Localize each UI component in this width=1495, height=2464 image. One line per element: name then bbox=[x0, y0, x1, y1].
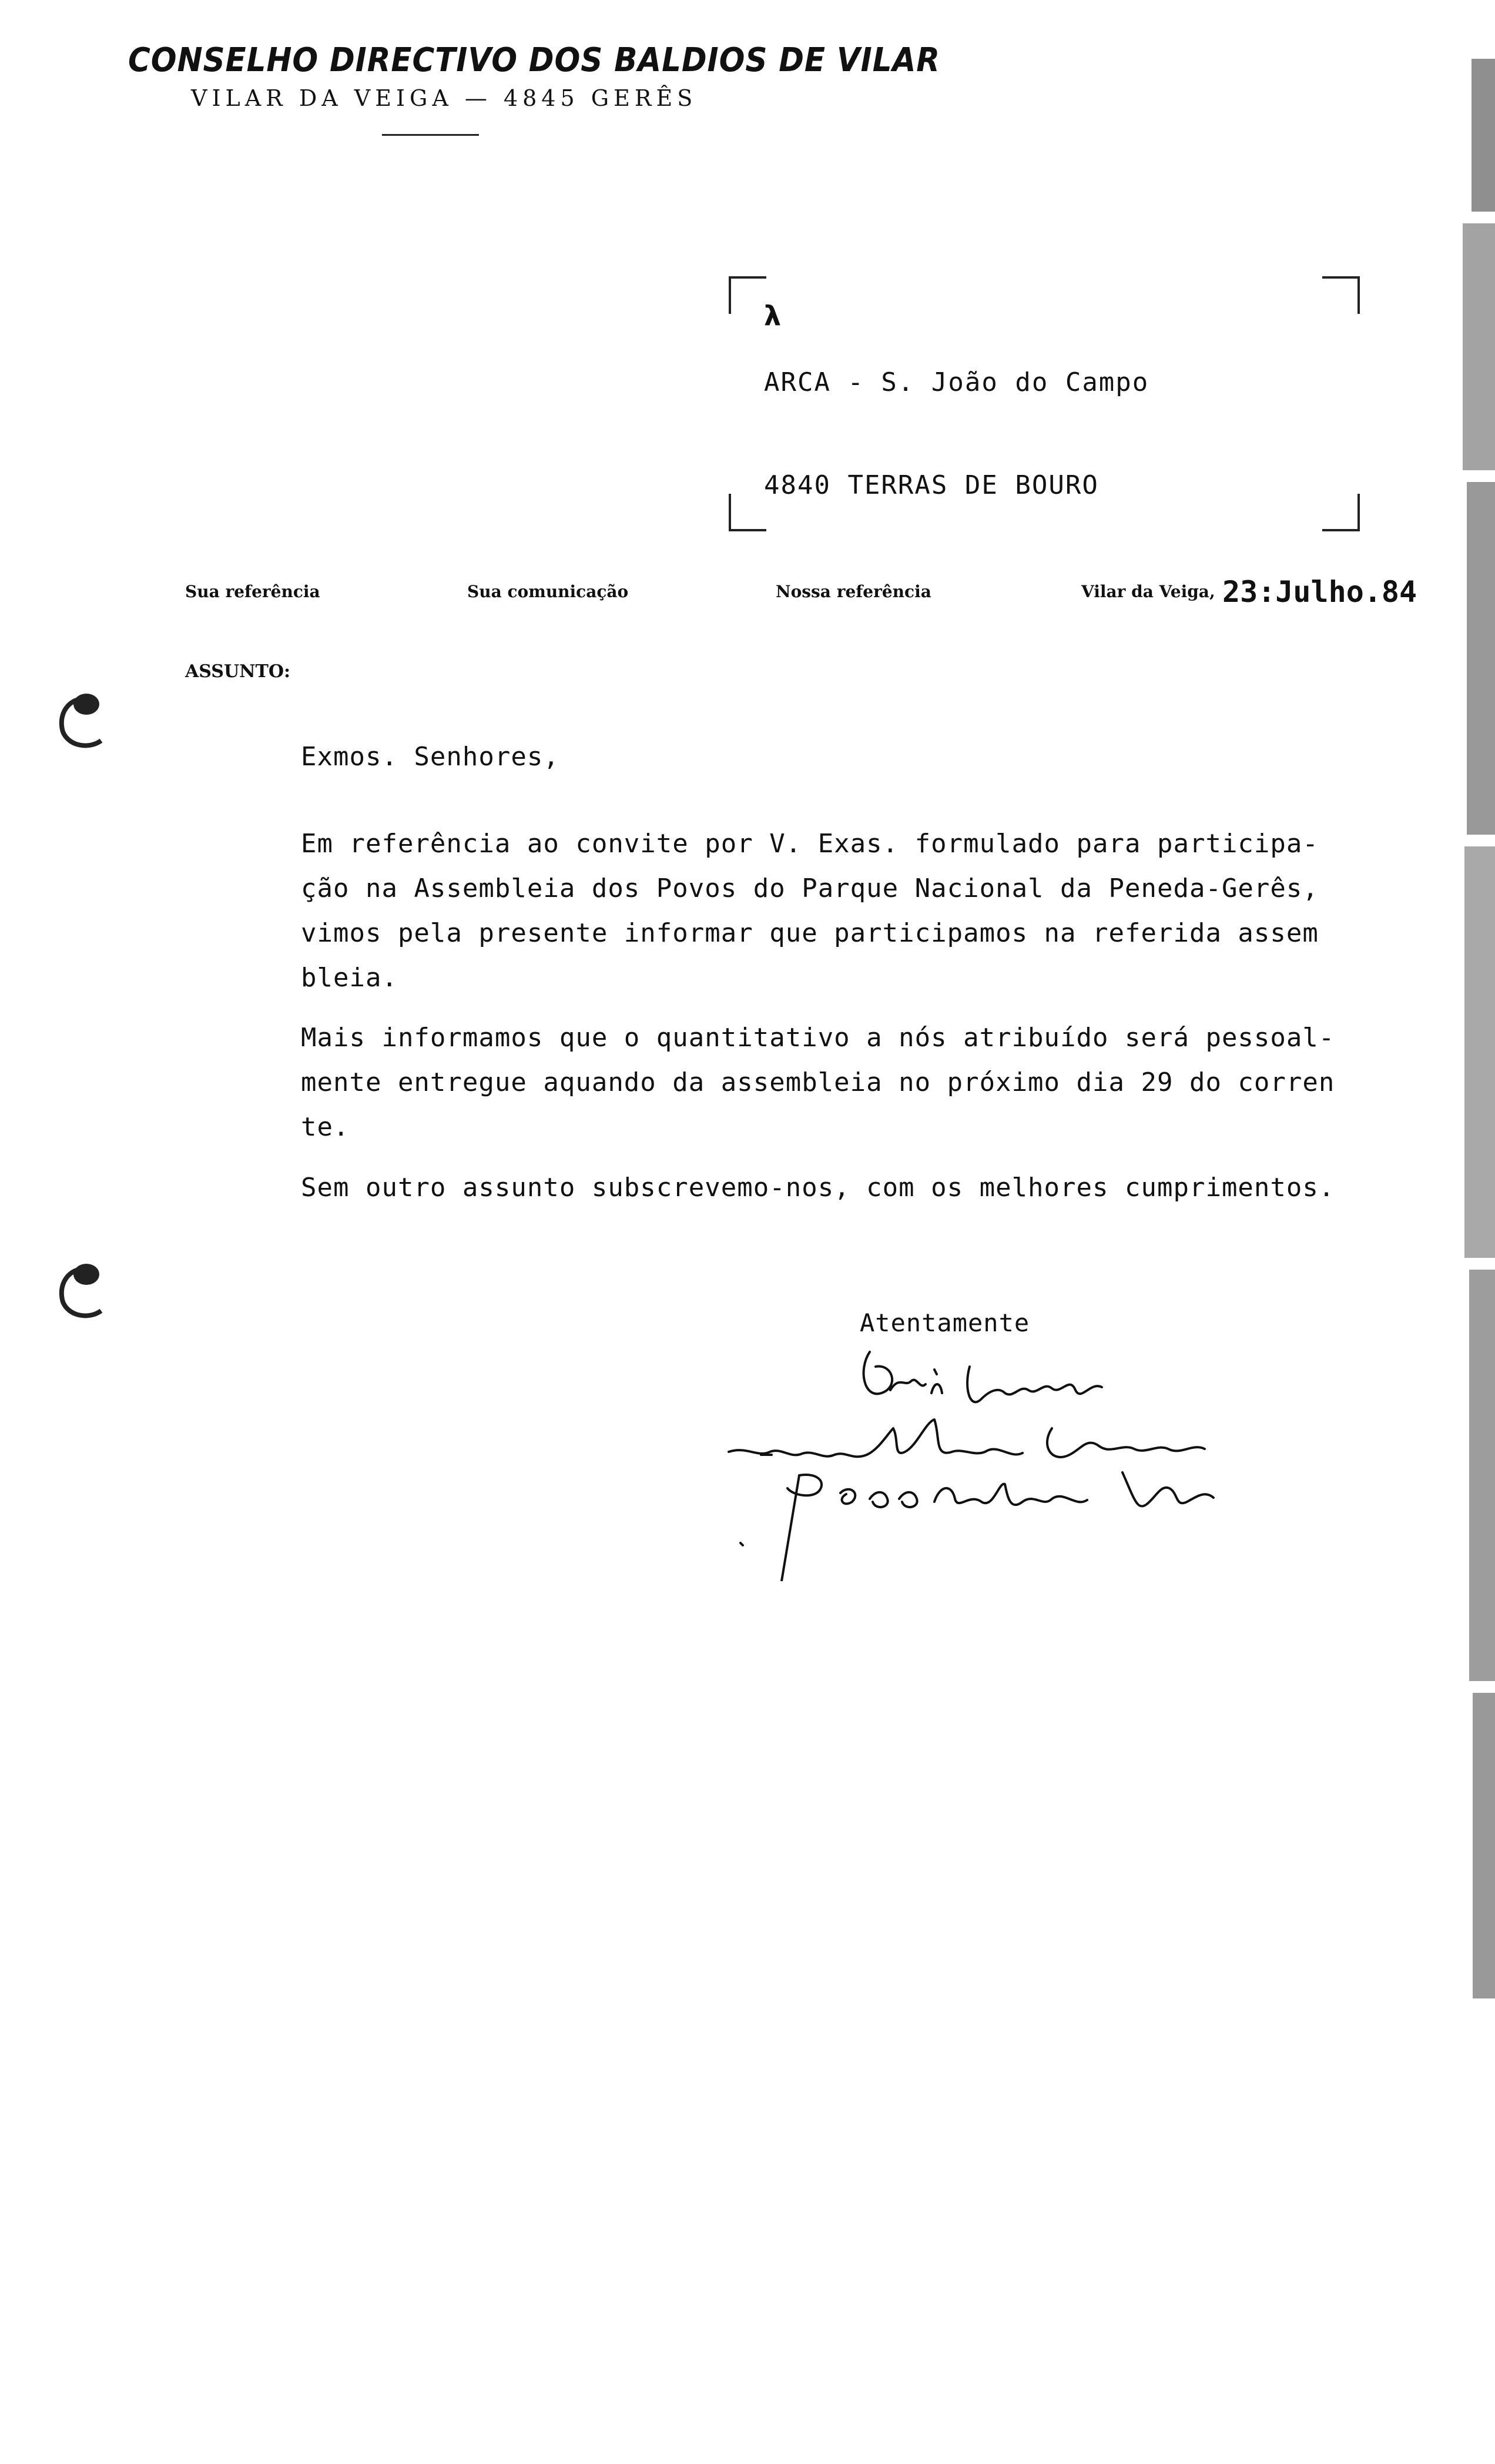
recipient-mark: λ bbox=[764, 300, 782, 332]
body-line: bleia. bbox=[301, 963, 398, 993]
label-nossa-referencia: Nossa referência bbox=[776, 582, 931, 601]
letter-date: 23:Julho.84 bbox=[1222, 575, 1417, 609]
punch-hole-mark bbox=[54, 688, 107, 752]
letterhead-divider bbox=[382, 134, 479, 136]
body-line: ção na Assembleia dos Povos do Parque Nacional da Peneda-Gerês, bbox=[301, 873, 1319, 903]
body-line: Em referência ao convite por V. Exas. formulado para participa- bbox=[301, 829, 1319, 859]
punch-hole-mark bbox=[54, 1258, 107, 1323]
address-window-corner-bottom-right bbox=[1322, 494, 1360, 531]
scan-edge-noise bbox=[1430, 0, 1495, 2010]
label-assunto: ASSUNTO: bbox=[185, 661, 291, 682]
handwritten-signatures bbox=[723, 1334, 1416, 1581]
body-line: mente entregue aquando da assembleia no próximo dia 29 do corren bbox=[301, 1067, 1335, 1097]
address-window-corner-bottom-left bbox=[729, 494, 766, 531]
salutation: Exmos. Senhores, bbox=[301, 742, 559, 772]
letterhead-org-name: CONSELHO DIRECTIVO DOS BALDIOS DE VILAR bbox=[128, 41, 940, 79]
body-line: Mais informamos que o quantitativo a nós atribuído será pessoal- bbox=[301, 1023, 1335, 1053]
body-line: vimos pela presente informar que participamos na referida assem bbox=[301, 918, 1319, 948]
body-line: te. bbox=[301, 1112, 350, 1142]
body-line: Sem outro assunto subscrevemo-nos, com os melhores cumprimentos. bbox=[301, 1173, 1335, 1203]
address-window-corner-top-left bbox=[729, 276, 766, 314]
letterhead-address: VILAR DA VEIGA — 4845 GERÊS bbox=[191, 85, 698, 111]
label-sua-referencia: Sua referência bbox=[185, 582, 320, 601]
label-place: Vilar da Veiga, bbox=[1081, 582, 1215, 601]
recipient-line-1: ARCA - S. João do Campo bbox=[764, 367, 1149, 397]
label-sua-comunicacao: Sua comunicação bbox=[467, 582, 629, 601]
address-window-corner-top-right bbox=[1322, 276, 1360, 314]
closing: Atentamente bbox=[860, 1308, 1030, 1337]
recipient-line-2: 4840 TERRAS DE BOURO bbox=[764, 470, 1099, 500]
